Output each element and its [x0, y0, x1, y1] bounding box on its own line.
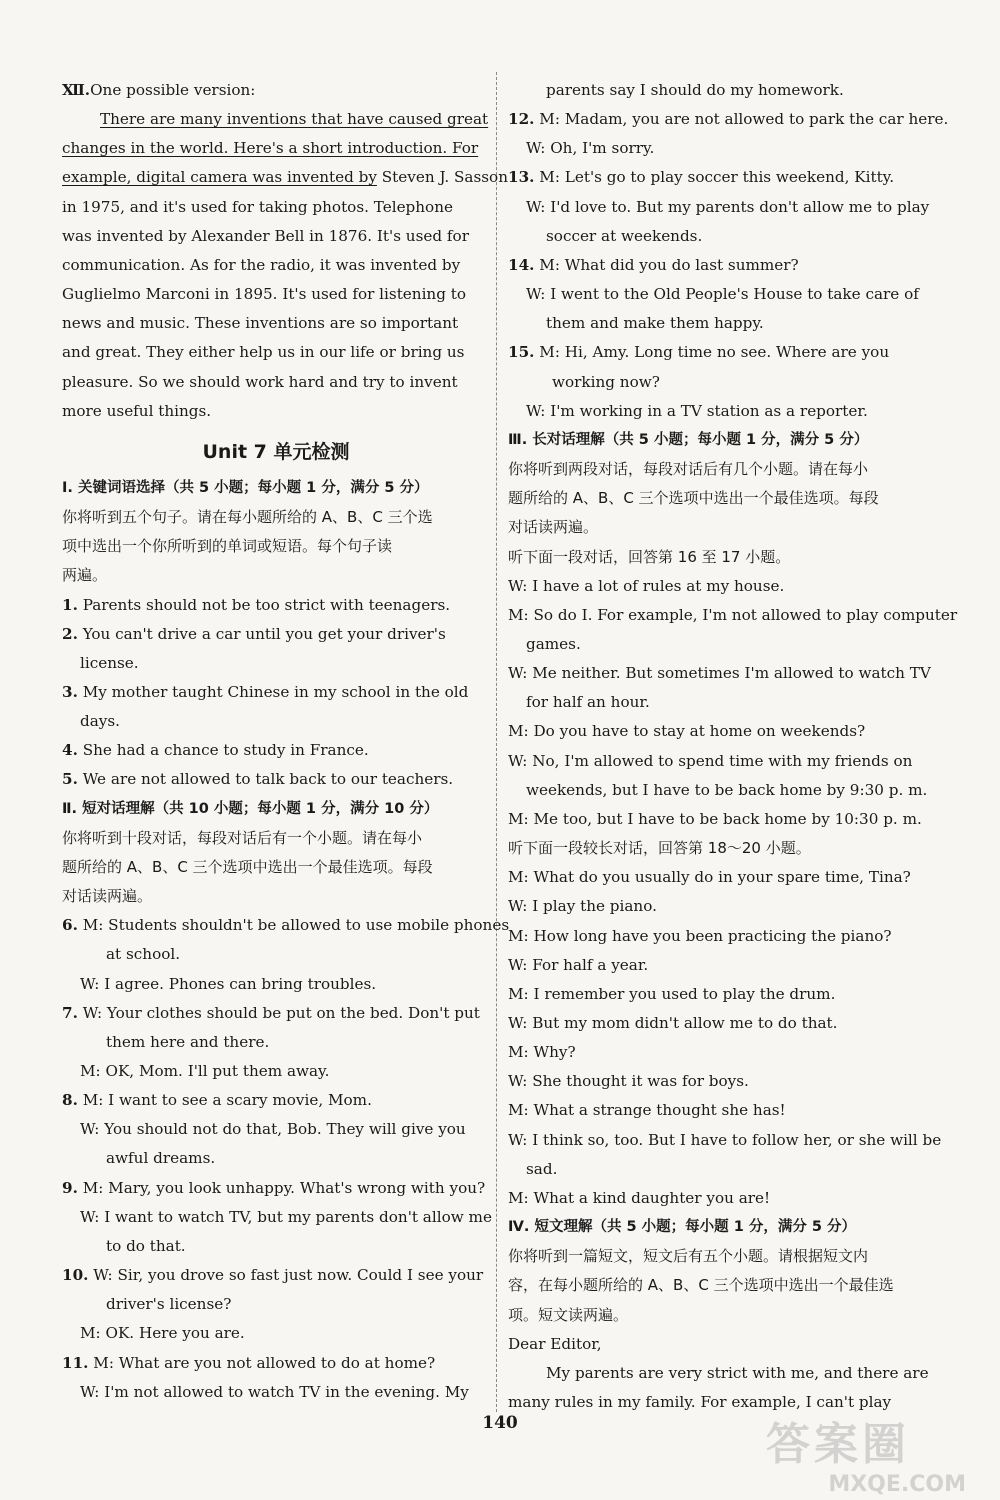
long1-line-4: M: Do you have to stay at home on weekends? [508, 722, 866, 741]
long2-line-1: M: What do you usually do in your spare time, Tina? [508, 868, 911, 887]
long2-line-10-cont: sad. [526, 1159, 558, 1178]
essay-line-5: was invented by Alexander Bell in 1876. It's used for [62, 226, 469, 245]
letter-salutation: Dear Editor, [508, 1334, 602, 1353]
letter-line-1: My parents are very strict with me, and there are [546, 1363, 929, 1382]
long2-line-9: M: What a strange thought she has! [508, 1101, 786, 1120]
dialog-14-a: 14. M: What did you do last summer? [508, 255, 799, 274]
long2-line-3: M: How long have you been practicing the piano? [508, 926, 892, 945]
section-3-intro-1: 你将听到两段对话，每段对话后有几个小题。请在每小 [508, 460, 869, 479]
long2-line-7: M: Why? [508, 1043, 576, 1062]
dialog-13-b: W: I'd love to. But my parents don't allow me to play [526, 197, 930, 216]
essay-line-8: news and music. These inventions are so important [62, 314, 459, 333]
dialog-11-b-cont: parents say I should do my homework. [546, 81, 844, 99]
section-2-title: Ⅱ. 短对话理解（共 10 小题；每小题 1 分，满分 10 分） [62, 800, 439, 817]
section-4-title: Ⅳ. 短文理解（共 5 小题；每小题 1 分，满分 5 分） [508, 1219, 857, 1236]
item-4: 4. She had a chance to study in France. [62, 741, 369, 760]
essay-line-1: There are many inventions that have caused great [100, 110, 489, 129]
essay-line-10: pleasure. So we should work hard and try to invent [62, 372, 458, 391]
section-4-intro-3: 项。短文读两遍。 [508, 1305, 629, 1324]
letter-line-2: many rules in my family. For example, I can't play [508, 1393, 892, 1412]
section-xii-header: Ⅻ.One possible version: [62, 81, 256, 99]
long2-line-2: W: I play the piano. [508, 897, 657, 916]
dialog-6-a: 6. M: Students shouldn't be allowed to use mobile phones [62, 916, 510, 935]
long2-line-10: W: I think so, too. But I have to follow her, or she will be [508, 1130, 942, 1149]
item-3-cont: days. [80, 712, 120, 731]
dialog-11-a: 11. M: What are you not allowed to do at home? [62, 1353, 436, 1372]
dialog-13-b-cont: soccer at weekends. [546, 226, 703, 245]
essay-line-11: more useful things. [62, 401, 212, 420]
dialog-10-a-cont: driver's license? [106, 1295, 232, 1314]
section-1-title: Ⅰ. 关键词语选择（共 5 小题；每小题 1 分，满分 5 分） [62, 479, 429, 496]
long2-line-8: W: She thought it was for boys. [508, 1072, 749, 1091]
long1-line-5-cont: weekends, but I have to be back home by 9:30 p. m. [526, 780, 928, 799]
dialog-13-a: 13. M: Let's go to play soccer this weekend, Kitty. [508, 168, 895, 187]
watermark-logo [766, 1408, 966, 1497]
dialog-15-a: 15. M: Hi, Amy. Long time no see. Where are you [508, 343, 890, 362]
essay-line-2: changes in the world. Here's a short introduction. For [62, 139, 479, 158]
long2-line-11: M: What a kind daughter you are! [508, 1188, 771, 1207]
dialog-12-b: W: Oh, I'm sorry. [526, 139, 655, 158]
essay-line-3: example, digital camera was invented by Steven J. Sasson [62, 168, 508, 187]
section-1-intro-3: 两遍。 [62, 566, 108, 585]
dialog-15-b: W: I'm working in a TV station as a reporter. [526, 401, 868, 420]
long1-line-1: W: I have a lot of rules at my house. [508, 576, 785, 595]
long1-line-5: W: No, I'm allowed to spend time with my friends on [508, 751, 913, 770]
dialog-7-a: 7. W: Your clothes should be put on the bed. Don't put [62, 1003, 480, 1022]
dialog-12-a: 12. M: Madam, you are not allowed to park the car here. [508, 110, 949, 129]
long2-line-6: W: But my mom didn't allow me to do that. [508, 1014, 838, 1032]
dialog-7-a-cont: them here and there. [106, 1032, 270, 1051]
column-divider [496, 72, 497, 1412]
right-column [508, 76, 958, 1417]
watermark-url: MXQE.COM [828, 1472, 966, 1497]
item-2-cont: license. [80, 653, 139, 672]
watermark-text: 答案圈 [766, 1419, 910, 1470]
long1-line-6: M: Me too, but I have to be back home by 10:30 p. m. [508, 809, 922, 828]
essay-line-7: Guglielmo Marconi in 1895. It's used for listening to [62, 285, 467, 304]
long1-line-3-cont: for half an hour. [526, 693, 650, 712]
section-3-intro-2: 题所给的 A、B、C 三个选项中选出一个最佳选项。每段 [508, 489, 879, 508]
dialog-15-a-cont: working now? [552, 372, 660, 391]
item-5: 5. We are not allowed to talk back to our teachers. [62, 770, 454, 789]
long1-line-3: W: Me neither. But sometimes I'm allowed to watch TV [508, 664, 931, 683]
dialog-14-b: W: I went to the Old People's House to take care of [526, 285, 919, 304]
section-4-intro-1: 你将听到一篇短文，短文后有五个小题。请根据短文内 [508, 1247, 869, 1266]
long1-line-2: M: So do I. For example, I'm not allowed to play computer [508, 605, 958, 624]
dialog-9-b: W: I want to watch TV, but my parents don't allow me [80, 1207, 492, 1226]
section-3-intro-3: 对话读两遍。 [508, 518, 599, 537]
section-3-title: Ⅲ. 长对话理解（共 5 小题；每小题 1 分，满分 5 分） [508, 431, 869, 448]
dialog-11-b: W: I'm not allowed to watch TV in the evening. My [80, 1382, 469, 1401]
dialog-8-b: W: You should not do that, Bob. They will give you [80, 1120, 466, 1139]
long2-line-4: W: For half a year. [508, 955, 649, 974]
item-3: 3. My mother taught Chinese in my school in the old [62, 682, 469, 701]
section-1-intro-2: 项中选出一个你所听到的单词或短语。每个句子读 [62, 537, 393, 556]
unit-title: Unit 7 单元检测 [202, 440, 350, 463]
dialog-8-b-cont: awful dreams. [106, 1149, 216, 1168]
dialog-6-b: W: I agree. Phones can bring troubles. [80, 974, 377, 993]
essay-line-9: and great. They either help us in our life or bring us [62, 343, 465, 362]
dialog-8-a: 8. M: I want to see a scary movie, Mom. [62, 1091, 372, 1110]
item-1: 1. Parents should not be too strict with teenagers. [62, 595, 451, 614]
section-2-intro-1: 你将听到十段对话，每段对话后有一个小题。请在每小 [62, 828, 423, 847]
dialog-14-b-cont: them and make them happy. [546, 314, 764, 333]
dialog-10-a: 10. W: Sir, you drove so fast just now. Could I see your [62, 1266, 484, 1285]
dialog-7-b: M: OK, Mom. I'll put them away. [80, 1062, 330, 1080]
section-2-intro-3: 对话读两遍。 [62, 887, 153, 906]
essay-line-4: in 1975, and it's used for taking photos. Telephone [62, 197, 453, 216]
dialog-9-b-cont: to do that. [106, 1236, 186, 1255]
section-2-intro-2: 题所给的 A、B、C 三个选项中选出一个最佳选项。每段 [62, 857, 433, 876]
section-4-intro-2: 容，在每小题所给的 A、B、C 三个选项中选出一个最佳选 [508, 1276, 894, 1295]
long1-line-2-cont: games. [526, 634, 581, 653]
dialog-10-b: M: OK. Here you are. [80, 1324, 245, 1343]
long-dialog-2-intro: 听下面一段较长对话，回答第 18～20 小题。 [508, 839, 811, 858]
left-column [62, 76, 510, 1407]
dialog-6-a-cont: at school. [106, 945, 181, 964]
essay-line-6: communication. As for the radio, it was invented by [62, 255, 461, 274]
dialog-9-a: 9. M: Mary, you look unhappy. What's wrong with you? [62, 1178, 486, 1197]
long-dialog-1-intro: 听下面一段对话，回答第 16 至 17 小题。 [508, 547, 791, 566]
section-1-intro-1: 你将听到五个句子。请在每小题所给的 A、B、C 三个选 [62, 508, 433, 527]
long2-line-5: M: I remember you used to play the drum. [508, 984, 836, 1003]
item-2: 2. You can't drive a car until you get your driver's [62, 624, 446, 643]
page-number: 140 [482, 1413, 518, 1433]
